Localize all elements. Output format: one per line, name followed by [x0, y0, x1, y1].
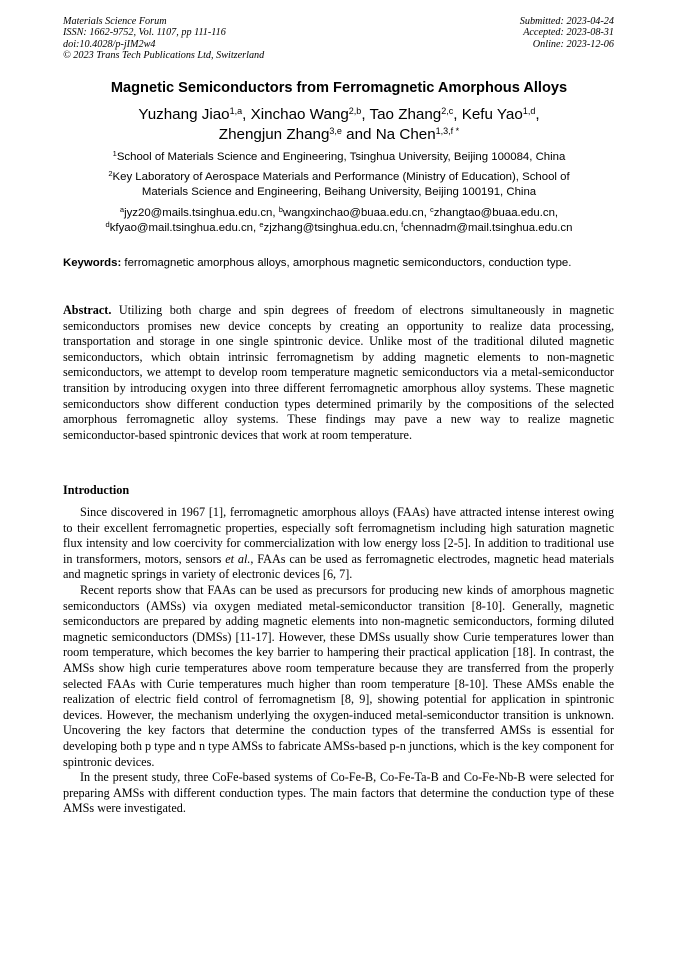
- email-link[interactable]: $^d$kfyao@mail.tsinghua.edu.cn: [105, 220, 253, 234]
- section-heading-introduction: Introduction: [63, 483, 130, 497]
- copyright: © 2023 Trans Tech Publications Ltd, Switzerland: [63, 50, 265, 62]
- accepted-date: Accepted: 2023-08-31: [523, 27, 614, 39]
- abstract-label: Abstract.: [63, 303, 112, 317]
- author: Tao Zhang$^{2,c}$,: [369, 106, 462, 123]
- author: Na Chen$^{1,3,f *}$: [375, 126, 460, 143]
- author: Zhengjun Zhang$^{3,e}$ and: [218, 126, 376, 143]
- publication-dates: [520, 16, 614, 50]
- keywords: [63, 256, 614, 271]
- author-list: [0, 105, 678, 145]
- paragraph: In the present study, three CoFe-based systems of Co-Fe-B, Co-Fe-Ta-B and Co-Fe-Nb-B were selected for preparing AMSs with different conduction types. The main factors that determine the conduction type of these AMSs were investigated.: [63, 770, 614, 816]
- doi-link[interactable]: doi:10.4028/p-jIM2w4: [63, 38, 156, 50]
- journal-info: [63, 16, 264, 62]
- issn: ISSN: 1662-9752, Vol. 1107, pp 111-116: [63, 27, 226, 39]
- author: Xinchao Wang$^{2,b}$,: [250, 106, 370, 123]
- online-date: Online: 2023-12-06: [532, 38, 614, 50]
- author: Yuzhang Jiao$^{1,a}$,: [138, 106, 251, 123]
- keywords-text: ferromagnetic amorphous alloys, amorphous magnetic semiconductors, conduction type.: [124, 257, 572, 269]
- affiliation-1: $^1$School of Materials Science and Engineering, Tsinghua University, Beijing 100084, China: [112, 149, 566, 163]
- introduction-body: [63, 505, 614, 817]
- affiliation-2: $^2$Key Laboratory of Aerospace Materials and Performance (Ministry of Education), School of Materials Science and Engineering, Beihang University, Beijing 100191, China: [108, 169, 570, 198]
- email-link[interactable]: $^c$zhangtao@buaa.edu.cn: [430, 205, 555, 219]
- paragraph: Since discovered in 1967 [1], ferromagnetic amorphous alloys (FAAs) have attracted intense interest owing to their excellent ferromagnetic properties, especially soft ferromagnetism including high saturation magnetic flux intensity and low coercivity for commercialization with low energy loss [2-5]. In addition to traditional use in transformers, motors, sensors et al., FAAs can be used as ferromagnetic electrodes, magnetic head materials and magnetic springs in variety of electronic devices [6, 7].: [63, 505, 614, 582]
- author: Kefu Yao$^{1,d}$,: [461, 106, 540, 123]
- email-link[interactable]: $^e$zjzhang@tsinghua.edu.cn: [259, 220, 395, 234]
- email-link[interactable]: $^a$jyz20@mails.tsinghua.edu.cn: [119, 205, 273, 219]
- abstract-text: Utilizing both charge and spin degrees of freedom of electrons simultaneously in magnetic semiconductors promises new device concepts by creating an opportunity to realize data processing, transportation and storage in one single spintronic device. Unlike most of the traditional diluted magnetic semiconductors, which obtain intrinsic ferromagnetism by adding magnetic elements to non-magnetic semiconductors, we attempt to develop room temperature magnetic semiconductors via a metal-semiconductor transition by introducing oxygen into three different ferromagnetic amorphous alloy systems. These magnetic semiconductors show different conduction types determined primarily by the compositions of the selected amorphous ferromagnetic alloy systems. These findings may pave a new way to realize magnetic semiconductor-based spintronic devices that work at room temperature.: [63, 303, 614, 442]
- journal-name: Materials Science Forum: [63, 16, 167, 27]
- paragraph: Recent reports show that FAAs can be used as precursors for producing new kinds of amorphous magnetic semiconductors (AMSs) via oxygen mediated metal-semiconductor transition [8-10]. Generally, magnetic semiconductors are prepared by adding magnetic elements into non-magnetic semiconductors, forming diluted magnetic semiconductors (DMSs) [11-17]. However, these DMSs usually show Curie temperatures lower than room temperature, which becomes the key barrier to hampering their practical application [18]. In contrast, the AMSs show high curie temperatures above room temperature because they are transferred from the properly selected FAAs with Curie temperatures much higher than room temperature [8-10]. These AMSs enable the realization of electric field control of ferromagnetism [8, 9], showing potential for application in spintronic devices. However, the mechanism underlying the oxygen-induced metal-semiconductor transition is unknown. Uncovering the key factors that determine the conduction types of the transferred AMSs is essential for developing both p type and n type AMSs to fabricate AMSs-based p-n junctions, which is the key component for spintronic devices.: [63, 582, 614, 769]
- email-list: $^a$jyz20@mails.tsinghua.edu.cn, $^b$wangxinchao@buaa.edu.cn, $^c$zhangtao@buaa.edu.cn, $^d$kfyao@mail.tsinghua.edu.cn, $^e$zjzhang@tsinghua.edu.cn, $^f$chennadm@mail.tsinghua.edu.cn: [105, 205, 573, 234]
- abstract: [63, 303, 614, 443]
- email-link[interactable]: $^b$wangxinchao@buaa.edu.cn: [278, 205, 424, 219]
- submitted-date: Submitted: 2023-04-24: [519, 16, 614, 27]
- paper-title: Magnetic Semiconductors from Ferromagnetic Amorphous Alloys: [110, 80, 568, 96]
- keywords-label: Keywords:: [63, 257, 122, 269]
- email-link[interactable]: $^f$chennadm@mail.tsinghua.edu.cn: [401, 220, 573, 234]
